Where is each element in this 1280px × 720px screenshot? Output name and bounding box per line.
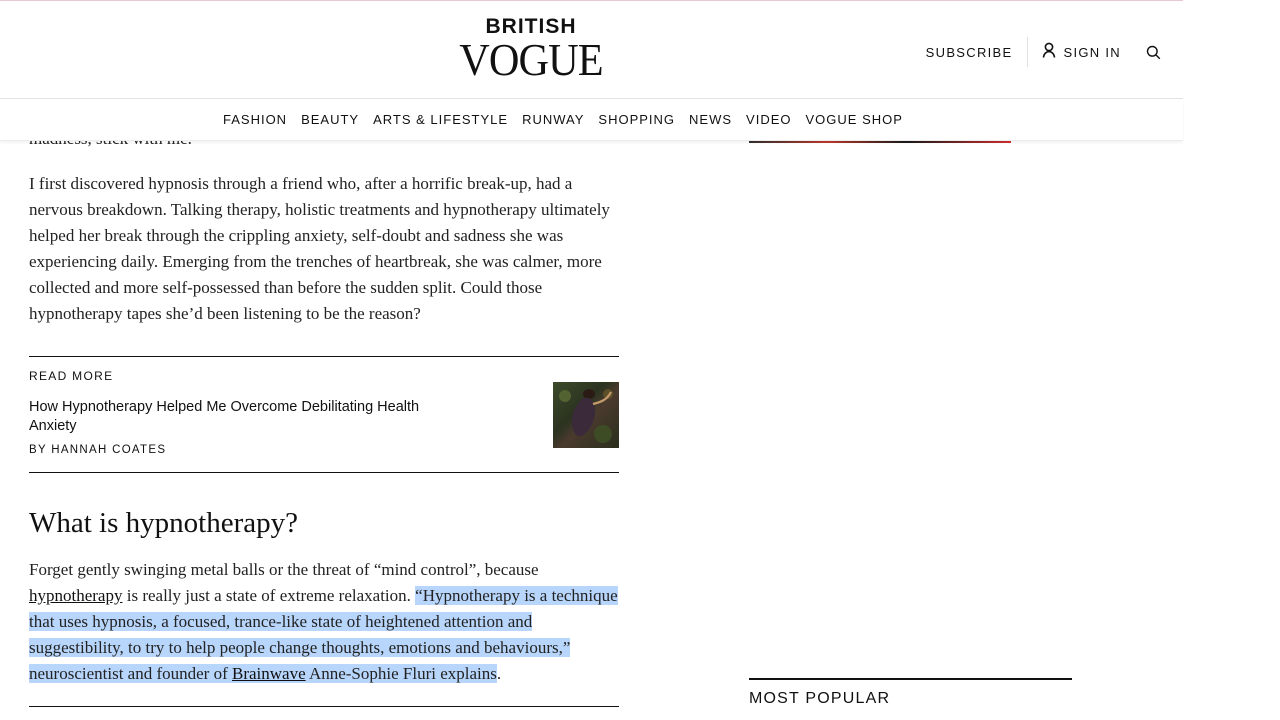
nav-item-vogue-shop[interactable]: VOGUE SHOP bbox=[805, 111, 903, 127]
nav-item-shopping[interactable]: SHOPPING bbox=[598, 111, 676, 127]
section-rule bbox=[29, 706, 619, 707]
paragraph-text: . bbox=[496, 664, 502, 683]
sign-in-button[interactable] bbox=[1042, 42, 1122, 63]
read-more-title-link[interactable]: How Hypnotherapy Helped Me Overcome Debilitating Health Anxiety bbox=[29, 399, 420, 434]
nav-item-fashion[interactable]: FASHION bbox=[223, 111, 288, 127]
article-paragraph-hypnotherapy bbox=[29, 557, 619, 687]
paragraph-text: is really just a state of extreme relaxation. bbox=[122, 586, 416, 605]
selected-quote-text: Anne-Sophie Fluri explains bbox=[305, 664, 497, 683]
read-more-bottom-rule bbox=[29, 472, 619, 473]
header-actions bbox=[926, 35, 1161, 69]
article-paragraph: I first discovered hypnosis through a friend who, after a horrific break-up, had a nervous breakdown. Talking therapy, holistic treatments and hypnotherapy ultimately helped her break through the crippling anxiety, self-doubt and sadness she was experiencing daily. Emerging from the trenches of heartbreak, she was calmer, more collected and more self-possessed than before the sudden split. Could those hypnotherapy tapes she’d been listening to be the reason? bbox=[29, 174, 610, 323]
read-more-top-rule bbox=[29, 356, 619, 357]
vogue-logo[interactable] bbox=[440, 15, 622, 85]
most-popular-rule bbox=[749, 678, 1072, 680]
nav-item-video[interactable]: VIDEO bbox=[746, 111, 792, 127]
nav-item-news[interactable]: NEWS bbox=[689, 111, 733, 127]
read-more-byline: BY HANNAH COATES bbox=[29, 444, 167, 456]
hypnotherapy-link[interactable]: hypnotherapy bbox=[29, 586, 123, 605]
user-icon bbox=[1042, 42, 1056, 63]
read-more-thumbnail[interactable] bbox=[553, 382, 619, 448]
logo-british: BRITISH bbox=[485, 15, 577, 38]
brainwave-link[interactable]: Brainwave bbox=[232, 664, 306, 683]
selected-quote-text: “Hypnotherapy is a technique that uses hypnosis, a focused, trance-like state of heightened attention and suggestibility, to try to help people change thoughts, emotions and behaviours,” neuroscientist and founder of bbox=[29, 586, 618, 683]
nav-item-runway[interactable]: RUNWAY bbox=[522, 111, 585, 127]
header-divider bbox=[1027, 37, 1028, 67]
site-header bbox=[0, 1, 1183, 99]
logo-vogue: VOGUE bbox=[459, 34, 603, 85]
sign-in-label: SIGN IN bbox=[1063, 44, 1121, 60]
nav-item-arts-lifestyle[interactable]: ARTS & LIFESTYLE bbox=[373, 111, 509, 127]
search-icon[interactable] bbox=[1145, 44, 1161, 60]
paragraph-text: Forget gently swinging metal balls or the threat of “mind control”, because bbox=[29, 560, 539, 579]
window-gutter bbox=[1183, 0, 1280, 720]
section-heading: What is hypnotherapy? bbox=[29, 507, 298, 539]
most-popular-heading: MOST POPULAR bbox=[749, 690, 891, 707]
read-more-label: READ MORE bbox=[29, 369, 114, 383]
nav-items bbox=[223, 99, 917, 139]
main-nav bbox=[0, 99, 1183, 141]
subscribe-link[interactable]: SUBSCRIBE bbox=[925, 44, 1013, 60]
nav-item-beauty[interactable]: BEAUTY bbox=[301, 111, 360, 127]
